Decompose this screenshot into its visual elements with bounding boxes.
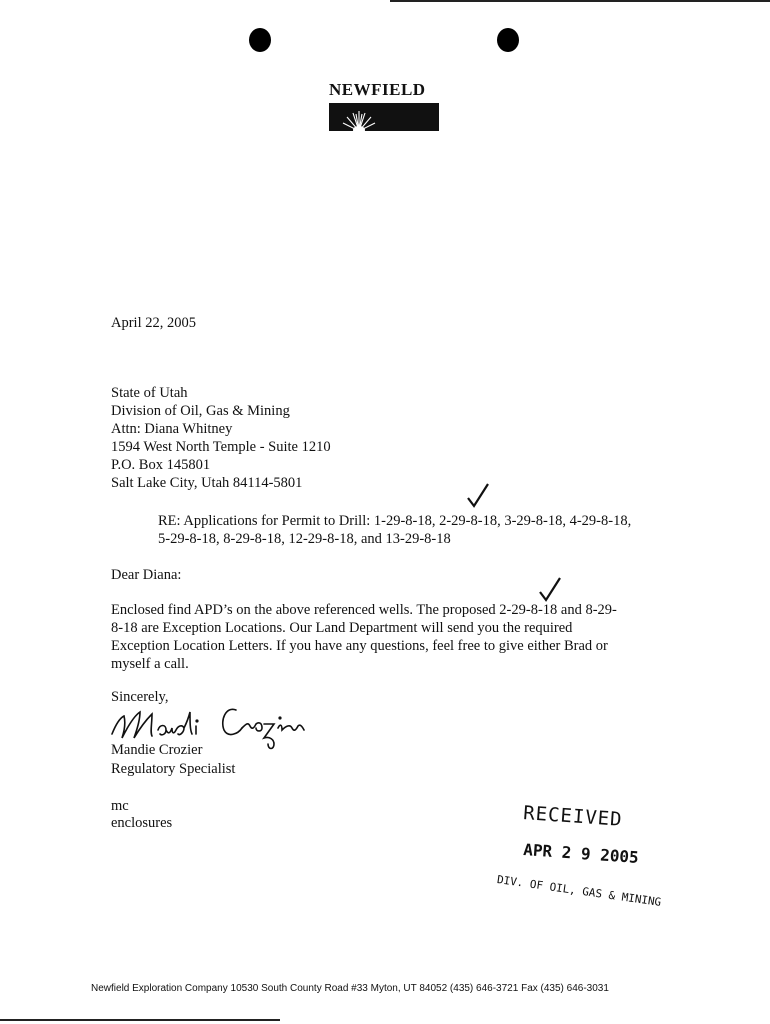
letterhead bbox=[329, 80, 439, 131]
body-paragraph bbox=[111, 601, 617, 673]
recipient-address bbox=[111, 384, 331, 492]
scan-top-edge-line bbox=[390, 0, 770, 2]
re-subject-line-1: RE: Applications for Permit to Drill: 1-29-8-18, 2-29-8-18, 3-29-8-18, 4-29-8-18, bbox=[158, 513, 632, 529]
body-line: myself a call. bbox=[111, 656, 189, 672]
recipient-line: Division of Oil, Gas & Mining bbox=[111, 403, 290, 419]
company-logo-sunburst-icon bbox=[329, 103, 439, 131]
re-subject-line-2: 5-29-8-18, 8-29-8-18, 12-29-8-18, and 13-29-8-18 bbox=[158, 531, 451, 547]
recipient-line: 1594 West North Temple - Suite 1210 bbox=[111, 439, 331, 455]
recipient-line: Salt Lake City, Utah 84114-5801 bbox=[111, 475, 303, 491]
company-logo-text: NEWFIELD bbox=[329, 80, 426, 99]
handwritten-check-mark-icon bbox=[466, 482, 490, 514]
punch-hole-right bbox=[497, 28, 519, 52]
signer-title: Regulatory Specialist bbox=[111, 761, 236, 777]
letter-date: April 22, 2005 bbox=[111, 315, 196, 331]
scan-bottom-edge-line bbox=[0, 1019, 280, 1021]
received-stamp-title: RECEIVED bbox=[522, 802, 624, 831]
salutation: Dear Diana: bbox=[111, 567, 182, 583]
signer-name: Mandie Crozier bbox=[111, 742, 203, 758]
body-line: 8-18 are Exception Locations. Our Land Department will send you the required bbox=[111, 620, 573, 636]
received-stamp-date: APR 2 9 2005 bbox=[522, 840, 640, 868]
body-line: Exception Location Letters. If you have any questions, feel free to give either Brad or bbox=[111, 638, 608, 654]
enclosures-note: enclosures bbox=[111, 815, 173, 831]
typist-initials: mc bbox=[111, 798, 129, 814]
recipient-line: P.O. Box 145801 bbox=[111, 457, 211, 473]
closing: Sincerely, bbox=[111, 689, 169, 705]
recipient-line: State of Utah bbox=[111, 385, 188, 401]
received-stamp-division: DIV. OF OIL, GAS & MINING bbox=[496, 873, 662, 909]
punch-hole-left bbox=[249, 28, 271, 52]
letterhead-footer: Newfield Exploration Company 10530 South County Road #33 Myton, UT 84052 (435) 646-3721 Fax (435) 646-3031 bbox=[91, 983, 609, 994]
body-line: Enclosed find APD’s on the above referenced wells. The proposed 2-29-8-18 and 8-29- bbox=[111, 602, 617, 618]
recipient-line: Attn: Diana Whitney bbox=[111, 421, 233, 437]
